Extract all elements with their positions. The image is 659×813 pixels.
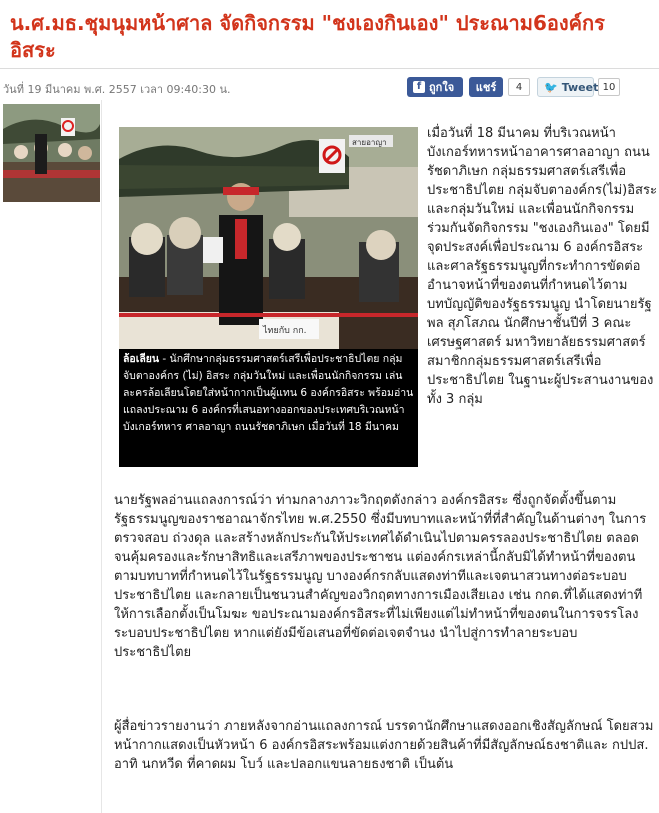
photo-caption — [119, 349, 418, 467]
photo-caption-title: ล้อเลียน — [123, 353, 160, 365]
sign-text: สายอาญา — [352, 138, 387, 147]
divider — [0, 68, 659, 69]
table-sign-text: ไทยกับ กก. — [263, 326, 307, 336]
facebook-like-label: ถูกใจ — [429, 81, 455, 94]
twitter-bird-icon: 🐦 — [544, 80, 558, 94]
article-headline: น.ศ.มธ.ชุมนุมหน้าศาล จัดกิจกรรม "ชงเองกินเอง" ประณาม6องค์กรอิสระ — [10, 11, 605, 62]
article-dateline: วันที่ 19 มีนาคม พ.ศ. 2557 เวลา 09:40:30 น. — [3, 83, 231, 96]
paragraph-2: นายรัฐพลอ่านแถลงการณ์ว่า ท่ามกลางภาวะวิกฤตดังกล่าว องค์กรอิสระ ซึ่งถูกจัดตั้งขึ้นตามรัฐธรรมนูญของราชอาณาจักรไทย พ.ศ.2550 ซึ่งมีบทบาทและหน้าที่ที่สำคัญในด้านต่างๆ ในการตรวจสอบ ถ่วงดุล และสร้างหลักประกันให้ประเทศได้ดำเนินไปตามครรลองประชาธิปไตย ตลอดจนคุ้มครองและรักษาสิทธิและเสรีภาพของประชาชน แต่องค์กรเหล่านี้กลับมิได้ทำหน้าที่ของตนตามบทบาทที่กำหนดไว้ในรัฐธรรมนูญ บางองค์กรกลับแสดงท่าทีและเจตนาสวนทางต่อระบอบประชาธิปไตย และกลายเป็นชนวนสำคัญของวิกฤตทางการเมืองเสียเอง เช่น กกต.ที่ได้แสดงท่าทีให้การเลือกตั้งเป็นโมฆะ ขอประณามองค์กรอิสระที่ไม่เพียงแต่ไม่ทำหน้าที่ของตนในการจรรโลงระบอบประชาธิปไตย หากแต่ยังมีข้อเสนอที่ขัดต่อเจตจำนง นำไปสู่การทำลายระบอบประชาธิปไตย — [114, 493, 647, 660]
tweet-count: 10 — [598, 78, 620, 96]
photo-caption-text: - นักศึกษากลุ่มธรรมศาสตร์เสรีเพื่อประชาธิปไตย กลุ่มจับตาองค์กร (ไม่) อิสระ กลุ่มวันใหม่ และเพื่อนนักกิจกรรม เล่นละครล้อเลียนโดยใส่หน้ากากเป็นผู้แทน 6 องค์กรอิสระ พร้อมอ่านแถลงประณาม 6 องค์กรที่เสนอทางออกของประเทศบริเวณหน้าบังเกอร์ทหาร ศาลอาญา ถนนรัชดาภิเษก เมื่อวันที่ 18 มีนาคม — [123, 353, 414, 433]
left-sidebar — [0, 100, 102, 813]
protest-photo-graphic — [119, 127, 418, 349]
thumbnail-graphic — [3, 104, 100, 202]
paragraph-3: ผู้สื่อข่าวรายงานว่า ภายหลังจากอ่านแถลงการณ์ บรรดานักศึกษาแสดงออกเชิงสัญลักษณ์ โดยสวมหน้ากากแสดงเป็นหัวหน้า 6 องค์กรอิสระพร้อมแต่งกายด้วยสินค้าที่มีสัญลักษณ์ธงชาติและ กปปส. อาทิ นกหวีด ที่คาดผม โบว์ และปลอกแขนลายธงชาติ เป็นต้น — [114, 719, 654, 772]
article-photo — [119, 127, 418, 467]
tweet-label: Tweet — [561, 80, 599, 94]
share-button[interactable]: แชร์ — [469, 77, 503, 97]
facebook-icon: f — [413, 81, 425, 93]
facebook-like-button[interactable] — [407, 77, 463, 97]
tweet-button[interactable] — [537, 77, 599, 97]
share-count: 4 — [508, 78, 530, 96]
thumbnail-image[interactable] — [3, 104, 100, 202]
lead-paragraph: เมื่อวันที่ 18 มีนาคม ที่บริเวณหน้าบังเกอร์ทหารหน้าอาคารศาลอาญา ถนนรัชดาภิเษก กลุ่มธรรมศาสตร์เสรีเพื่อประชาธิปไตย กลุ่มจับตาองค์กร(ไม่)อิสระ และกลุ่มวันใหม่ และเพื่อนนักกิจกรรม ร่วมกันจัดกิจกรรม "ชงเองกินเอง" โดยมีจุดประสงค์เพื่อประณาม 6 องค์กรอิสระและศาลรัฐธรรมนูญที่กระทำการขัดต่ออำนาจหน้าที่ของตนที่กำหนดไว้ตามบทบัญญัติของรัฐธรรมนูญ นำโดยนายรัฐพล สุภโสภณ นักศึกษาชั้นปีที่ 3 คณะเศรษฐศาสตร์ มหาวิทยาลัยธรรมศาสตร์ สมาชิกกลุ่มธรรมศาสตร์เสรีเพื่อประชาธิปไตย ในฐานะผู้ประสานงานของทั้ง 3 กลุ่ม — [427, 126, 657, 407]
